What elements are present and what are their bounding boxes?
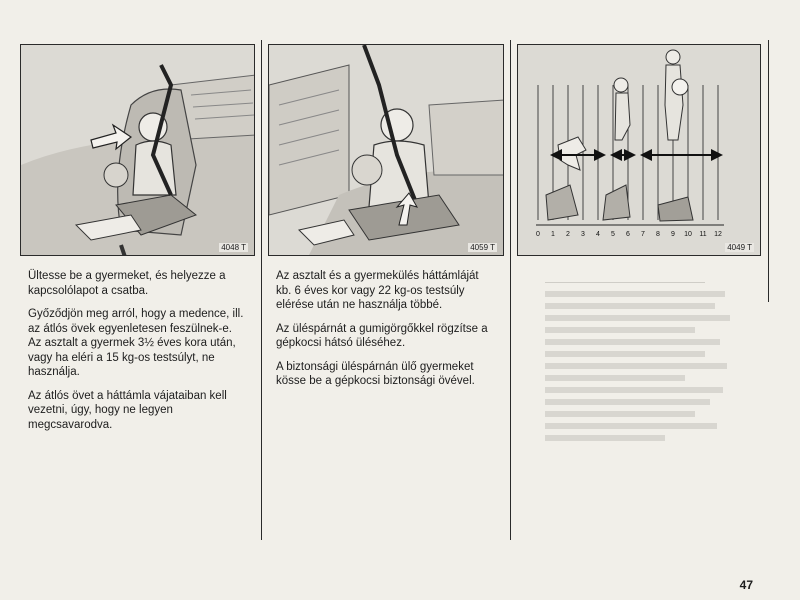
paragraph: Az átlós övet a háttámla vájataiban kell vezetni, úgy, hogy ne legyen megcsavarodva. — [28, 389, 227, 431]
paragraph: A biztonsági üléspárnán ülő gyermeket kösse be a gépkocsi biztonsági övével. — [276, 360, 475, 387]
paragraph: Az üléspárnát a gumigörgőkkel rögzítse a gépkocsi hátsó üléséhez. — [276, 322, 488, 349]
column-divider — [768, 40, 769, 302]
bleed-through-text — [545, 270, 745, 550]
column-divider — [261, 40, 262, 540]
column-1 — [20, 40, 255, 441]
figure-id: 4049 T — [727, 243, 752, 252]
scale-tick-label: 1 — [551, 231, 555, 238]
column-2 — [268, 40, 504, 398]
scale-tick-label: 10 — [684, 231, 692, 238]
figure-child-seat-belt — [20, 44, 255, 256]
scale-tick-label: 8 — [656, 231, 660, 238]
text-block — [276, 269, 496, 389]
column-divider — [510, 40, 511, 540]
scale-tick-label: 5 — [611, 231, 615, 238]
paragraph: Az asztalt és a gyermekülés háttámláját kb. 6 éves kor vagy 22 kg-os testsúly elérése után ne használja többé. — [276, 270, 479, 311]
text-block — [28, 269, 247, 432]
column-3 — [517, 40, 761, 256]
age-scale-illustration — [518, 45, 761, 255]
child-seat-illustration — [21, 45, 255, 255]
scale-tick-label: 3 — [581, 231, 585, 238]
booster-cushion-illustration — [269, 45, 504, 255]
figure-id: 4059 T — [470, 243, 495, 252]
figure-age-scale — [517, 44, 761, 256]
scale-tick-label: 4 — [596, 231, 600, 238]
paragraph: Győződjön meg arról, hogy a medence, ill. az átlós övek egyenletesen feszülnek-e. Az asztalt a gyermek 3½ éves kora után, vagy ha eléri a 15 kg-os testsúlyt, ne használja. — [28, 308, 244, 378]
scale-tick-label: 12 — [714, 231, 722, 238]
page-number: 47 — [739, 578, 753, 592]
paragraph: Ültesse be a gyermeket, és helyezze a kapcsolólapot a csatba. — [28, 270, 226, 297]
figure-booster-cushion — [268, 44, 504, 256]
scale-tick-label: 9 — [671, 231, 675, 238]
scale-tick-label: 6 — [626, 231, 630, 238]
figure-id: 4048 T — [221, 243, 246, 252]
scale-tick-label: 7 — [641, 231, 645, 238]
scale-tick-label: 11 — [699, 231, 707, 238]
scale-tick-label: 2 — [566, 231, 570, 238]
scale-tick-label: 0 — [536, 231, 540, 238]
